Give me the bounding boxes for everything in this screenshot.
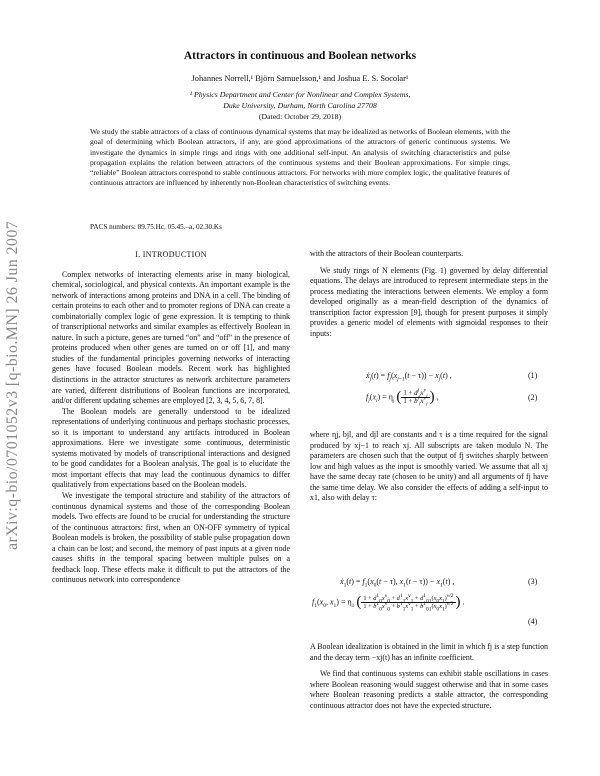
pacs-numbers: PACS numbers: 89.75.Hc, 05.45.–a, 02.30.Ks [90,223,222,231]
section-heading: I. INTRODUCTION [135,250,207,259]
arxiv-identifier: arXiv:q-bio/0701052v3 [q-bio.MN] 26 Jun 2007 [4,220,21,550]
right-column-mid [310,430,548,504]
right-column [310,249,548,339]
paper-title: Attractors in continuous and Boolean networks [183,50,417,62]
right-column-bottom [310,642,548,711]
equation-3: $ẋ_1(t) = f_1(x_0(t - \tau)$, $x_1(t - \tau)) - x_1(t)$ , [340,577,455,589]
intro-paragraph-1: Complex networks of interacting elements arise in many biological, chemical, sociological, and physical contexts. An important example is the network of interactions among proteins and DNA in a cell. The binding of certain proteins to each other and to promoter regions of DNA can create a combinatorially complex logic of gene expression. It is tempting to think of transcriptional networks and similar examples as effectively Boolean in nature. In such a picture, genes are turned “on” and “off” in the presence of proteins produced when other genes are turned on or off [1], and many studies of the fundamental principles governing networks of interacting genes have focused Boolean models. Recent work has highlighted distinctions in the attractor structures as network architecture parameters are varied, different distributions of Boolean functions are incorporated, and/or different updating schemes are employed [2, 3, 4, 5, 6, 7, 8]. [52,269,290,406]
equation-number-2: (2) [528,393,538,402]
equation-4: $f_1(x_0$, $x_1) = \eta_1$ ( $\frac{1 + d^1_0x^\nu_0 + d^1_1x^\nu_1 + d^1_{01}(x_0x_1)^{\nu/2}}{1 + b^1_0x^\nu_0 + b^1_1x^\nu_1 + b^1_{01}(x_0x_1)^{\nu/2}}$ ) . [312,592,465,613]
right-paragraph-2: where ηj, bjl, and djl are constants and τ is a time required for the signal produced by xj−1 to reach xj. All subscripts are taken modulo N. The parameters are chosen such that the output of fj switches sharply between low and high values as the input is smoothly varied. We assume that all xj have the same decay rate (chosen to be unity) and all arguments of fj have the same time delay. We also consider the effects of adding a self-input to x1, also with delay τ: [310,430,548,503]
right-paragraph-0: with the attractors of their Boolean counterparts. [310,249,464,258]
affiliation-line-1: ¹ Physics Department and Center for Nonlinear and Complex Systems, [189,90,411,99]
affiliation-line-2: Duke University, Durham, North Carolina 27708 [223,100,377,110]
author-list: Johannes Norrell,¹ Björn Samuelsson,¹ and Joshua E. S. Socolar¹ [191,74,409,83]
left-column [52,250,290,586]
equation-2: $f_j(x_i) = \eta_j$ ( $\frac{1 + d^j_ix^\nu_i}{1 + b^j_ix^\nu_i}$ ) , [366,387,439,408]
equation-1: $ẋ_j(t) = f_j(x_{j-1}(t - \tau)) - x_j(t)$ , [366,371,452,383]
right-paragraph-1: We study rings of N elements (Fig. 1) governed by delay differential equations. The delays are introduced to represent intermediate steps in the process mediating the interactions between elements. We employ a form developed originally as a mean-field description of the dynamics of transcription factor expression [9], though for present purposes it simply provides a generic model of elements with sigmoidal responses to their inputs: [310,265,548,338]
abstract: We study the stable attractors of a class of continuous dynamical systems that may be idealized as networks of Boolean elements, with the goal of determining which Boolean attractors, if any, are good approximations of the attractors of generic continuous systems. We investigate the dynamics in simple rings and rings with one additional self-input. An analysis of switching characteristics and pulse propagation explains the relation between attractors of the continuous systems and their Boolean approximations. For simple rings, “reliable” Boolean attractors correspond to stable continuous attractors. For networks with more complex logic, the qualitative features of continuous attractors are influenced by inherently non-Boolean characteristics of switching events. [90,127,510,188]
intro-paragraph-2: The Boolean models are generally understood to be idealized representations of underlying continuous and perhaps stochastic processes, so it is important to understand any artifacts introduced in Boolean approximations. Here we investigate some continuous, deterministic systems motivated by models of transcriptional interactions and designed to be good candidates for a Boolean analysis. The goal is to elucidate the most important effects that may lead the continuous dynamics to differ qualitatively from expectations based on the Boolean models. [52,406,290,490]
right-paragraph-3: A Boolean idealization is obtained in the limit in which fj is a step function and the decay term −xj(t) has an infinite coefficient. [310,642,548,662]
dated-line: (Dated: October 29, 2018) [258,112,342,121]
intro-paragraph-3: We investigate the temporal structure and stability of the attractors of continuous dynamical systems and those of the corresponding Boolean models. Two effects are found to be crucial for understanding the structure of the continuous attractors: first, when an ON-OFF symmetry of typical Boolean models is broken, the possibility of stable pulse propagation down a chain can be lost; and second, the memory of past inputs at a given node causes shifts in the temporal spacing between multiple pulses on a feedback loop. These effects make it difficult to put the attractors of the continuous network into correspondence [52,491,290,585]
right-paragraph-4: We find that continuous systems can exhibit stable oscillations in cases where Boolean reasoning would suggest otherwise and that in some cases where Boolean reasoning predicts a stable attractor, the corresponding continuous attractor does not have the expected structure. [310,669,548,710]
affiliation [0,90,600,111]
equation-number-1: (1) [528,371,538,380]
equation-number-3: (3) [528,577,538,586]
equation-number-4: (4) [528,617,538,626]
